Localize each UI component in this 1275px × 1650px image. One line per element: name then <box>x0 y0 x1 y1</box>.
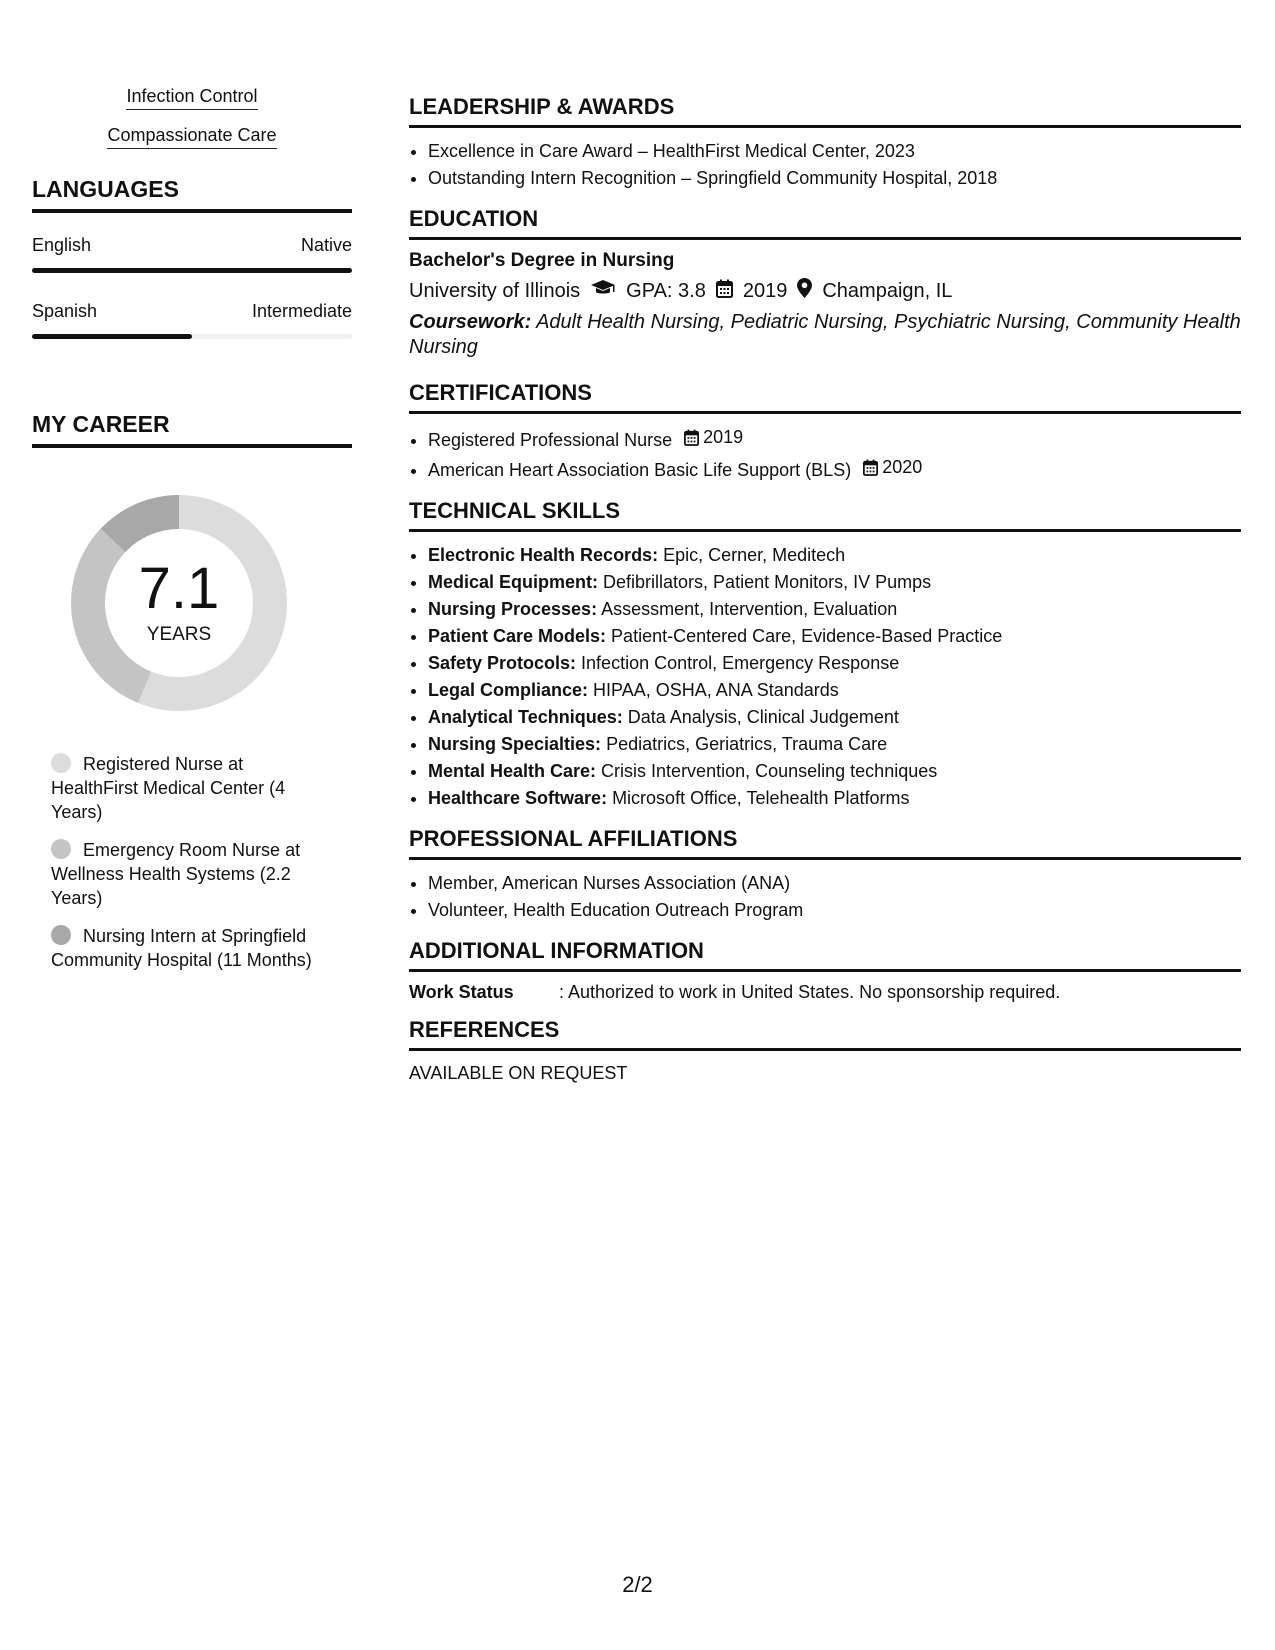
section-heading: REFERENCES <box>409 1017 1241 1051</box>
section-heading: EDUCATION <box>409 206 1241 240</box>
language-name: Spanish <box>32 301 98 321</box>
language-proficiency-fill <box>32 268 352 273</box>
education-meta <box>409 278 1241 304</box>
technical-skills-section <box>409 498 1241 812</box>
legend-dot-icon <box>51 839 71 859</box>
skill-item: • Legal Compliance: HIPAA, OSHA, ANA Standards <box>428 677 1241 704</box>
skill-item: • Nursing Processes: Assessment, Intervention, Evaluation <box>428 596 1241 623</box>
degree-title: Bachelor's Degree in Nursing <box>409 250 675 271</box>
skill-tag: Compassionate Care <box>32 125 352 146</box>
sidebar <box>32 86 352 986</box>
career-total-value: 7.1 <box>138 556 220 621</box>
gpa: GPA: 3.8 <box>626 279 706 302</box>
language-english <box>32 235 352 273</box>
calendar-icon <box>716 279 733 304</box>
legend-dot-icon <box>51 753 71 773</box>
school-name: University of Illinois <box>409 279 581 302</box>
career-total-unit: YEARS <box>146 624 212 645</box>
leadership-section <box>409 94 1241 192</box>
skill-item: • Patient Care Models: Patient-Centered Care, Evidence-Based Practice <box>428 623 1241 650</box>
work-status-value: : Authorized to work in United States. No sponsorship required. <box>559 982 1061 1002</box>
affiliations-section <box>409 826 1241 924</box>
certifications-section <box>409 380 1241 484</box>
career-section <box>32 411 352 972</box>
skill-item: • Electronic Health Records: Epic, Cerner, Meditech <box>428 542 1241 569</box>
list-item: • Outstanding Intern Recognition – Springfield Community Hospital, 2018 <box>428 165 1241 192</box>
languages-heading: LANGUAGES <box>32 176 352 213</box>
section-heading: TECHNICAL SKILLS <box>409 498 1241 532</box>
languages-section <box>32 176 352 339</box>
school-location: Champaign, IL <box>822 279 953 302</box>
section-heading: ADDITIONAL INFORMATION <box>409 938 1241 972</box>
career-heading: MY CAREER <box>32 411 352 448</box>
legend-dot-icon <box>51 925 71 945</box>
list-item: • Excellence in Care Award – HealthFirst Medical Center, 2023 <box>428 138 1241 165</box>
skill-item: • Healthcare Software: Microsoft Office, Telehealth Platforms <box>428 785 1241 812</box>
language-level: Intermediate <box>251 301 352 321</box>
language-proficiency-bar <box>32 268 352 273</box>
language-spanish <box>32 301 352 339</box>
skill-item: • Analytical Techniques: Data Analysis, Clinical Judgement <box>428 704 1241 731</box>
career-legend-item: Emergency Room Nurse at Wellness Health Systems (2.2 Years) <box>51 840 301 908</box>
skill-item: • Medical Equipment: Defibrillators, Patient Monitors, IV Pumps <box>428 569 1241 596</box>
career-legend <box>51 752 331 972</box>
calendar-icon <box>684 429 699 446</box>
skill-item: • Safety Protocols: Infection Control, Emergency Response <box>428 650 1241 677</box>
work-status-label: Work Status <box>409 982 514 1002</box>
list-item: • Volunteer, Health Education Outreach Program <box>428 897 1241 924</box>
career-legend-item: Registered Nurse at HealthFirst Medical Center (4 Years) <box>51 754 286 822</box>
skill-item: • Nursing Specialties: Pediatrics, Geriatrics, Trauma Care <box>428 731 1241 758</box>
calendar-icon <box>863 459 878 476</box>
skill-item: • Mental Health Care: Crisis Intervention, Counseling techniques <box>428 758 1241 785</box>
language-level: Native <box>300 235 352 255</box>
skill-tag: Infection Control <box>32 86 352 107</box>
career-donut-chart <box>64 488 294 718</box>
list-item: • American Heart Association Basic Life Support (BLS) 2020 <box>428 454 1241 484</box>
section-heading: CERTIFICATIONS <box>409 380 1241 414</box>
technical-skills-list <box>409 542 1241 812</box>
list-item: • Registered Professional Nurse 2019 <box>428 424 1241 454</box>
section-heading: LEADERSHIP & AWARDS <box>409 94 1241 128</box>
main-content <box>409 94 1241 1098</box>
coursework: Coursework: Adult Health Nursing, Pediatric Nursing, Psychiatric Nursing, Community Health Nursing <box>409 311 1241 358</box>
additional-info-section <box>409 938 1241 1003</box>
career-legend-item: Nursing Intern at Springfield Community Hospital (11 Months) <box>51 926 312 970</box>
location-pin-icon <box>797 278 812 304</box>
language-proficiency-bar <box>32 334 352 339</box>
graduation-cap-icon <box>590 279 616 303</box>
references-text: AVAILABLE ON REQUEST <box>409 1063 628 1083</box>
page-number: 2/2 <box>622 1572 653 1597</box>
references-section <box>409 1017 1241 1084</box>
section-heading: PROFESSIONAL AFFILIATIONS <box>409 826 1241 860</box>
language-name: English <box>32 235 92 255</box>
list-item: • Member, American Nurses Association (ANA) <box>428 870 1241 897</box>
education-section <box>409 206 1241 360</box>
graduation-year: 2019 <box>742 279 788 302</box>
language-proficiency-fill <box>32 334 192 339</box>
